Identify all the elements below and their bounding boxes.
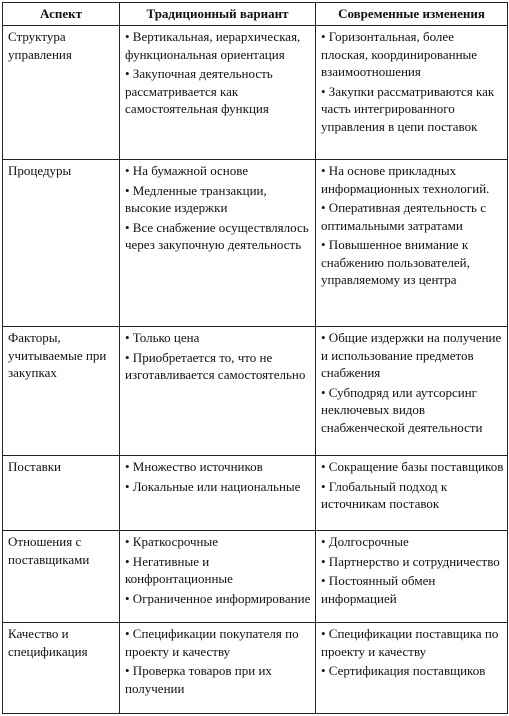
traditional-cell — [120, 531, 316, 623]
modern-cell — [316, 531, 508, 623]
traditional-cell — [120, 327, 316, 456]
traditional-cell — [120, 623, 316, 714]
list-item: • Только цена — [125, 330, 200, 345]
list-item: • Оперативная деятельность с оптимальными затратами — [321, 200, 486, 233]
list-item: • На бумажной основе — [125, 163, 249, 178]
list-item: • На основе прикладных информационных технологий. — [321, 163, 490, 196]
list-item: • Партнерство и сотрудничество — [321, 553, 500, 569]
list-item: • Общие издержки на получение и использование предметов снабжения — [321, 330, 502, 380]
list-item: • Все снабжение осуществлялось через закупочную деятельность — [125, 219, 309, 252]
header-traditional: Традиционный вариант — [120, 3, 316, 26]
modern-cell — [316, 160, 508, 327]
header-row — [3, 3, 508, 26]
table-row — [3, 26, 508, 160]
table-row — [3, 623, 508, 714]
traditional-cell — [120, 26, 316, 160]
header-modern: Современные изменения — [316, 3, 508, 26]
list-item: • Сокращение базы поставщиков — [321, 459, 504, 474]
list-item: • Краткосрочные — [125, 534, 218, 549]
aspect-cell: Качество и спецификация — [3, 623, 120, 714]
list-item: • Спецификации поставщика по проекту и качеству — [321, 626, 499, 659]
traditional-cell — [120, 456, 316, 531]
modern-cell — [316, 456, 508, 531]
list-item: • Проверка товаров при их получении — [125, 663, 272, 696]
list-item: • Вертикальная, иерархическая, функциональная ориентация — [125, 29, 301, 62]
modern-cell — [316, 623, 508, 714]
list-item: • Долгосрочные — [321, 534, 409, 549]
list-item: • Горизонтальная, более плоская, координированные взаимоотношения — [321, 29, 478, 79]
table-row — [3, 327, 508, 456]
comparison-table — [2, 2, 508, 714]
list-item: • Закупки рассматриваются как часть интегрированного управления в цепи поставок — [321, 83, 495, 134]
table-row — [3, 456, 508, 531]
list-item: • Спецификации покупателя по проекту и качеству — [125, 626, 299, 659]
list-item: • Закупочная деятельность рассматривается как самостоятельная функция — [125, 66, 273, 116]
aspect-cell: Отношения с поставщиками — [3, 531, 120, 623]
list-item: • Сертификация поставщиков — [321, 663, 486, 678]
header-aspect: Аспект — [3, 3, 120, 26]
list-item: • Медленные транзакции, высокие издержки — [125, 182, 267, 215]
list-item: • Негативные и конфронтационные — [125, 553, 233, 586]
table-row — [3, 160, 508, 327]
aspect-cell: Структура управления — [3, 26, 120, 160]
list-item: • Повышенное внимание к снабжению пользователей, управляемому из центра — [321, 237, 470, 287]
list-item: • Глобальный подход к источникам поставок — [321, 478, 448, 511]
modern-cell — [316, 26, 508, 160]
aspect-cell: Поставки — [3, 456, 120, 531]
list-item: • Приобретается то, что не изготавливается самостоятельно — [125, 349, 306, 382]
modern-cell — [316, 327, 508, 456]
list-item: • Локальные или национальные — [125, 478, 301, 494]
list-item: • Субподряд или аутсорсинг неключевых видов снабженческой деятельности — [321, 384, 483, 435]
table-row — [3, 531, 508, 623]
traditional-cell — [120, 160, 316, 327]
aspect-cell: Процедуры — [3, 160, 120, 327]
list-item: • Ограниченное информирование — [125, 590, 311, 606]
list-item: • Постоянный обмен информацией — [321, 573, 436, 606]
list-item: • Множество источников — [125, 459, 263, 474]
aspect-cell: Факторы, учитываемые при закупках — [3, 327, 120, 456]
